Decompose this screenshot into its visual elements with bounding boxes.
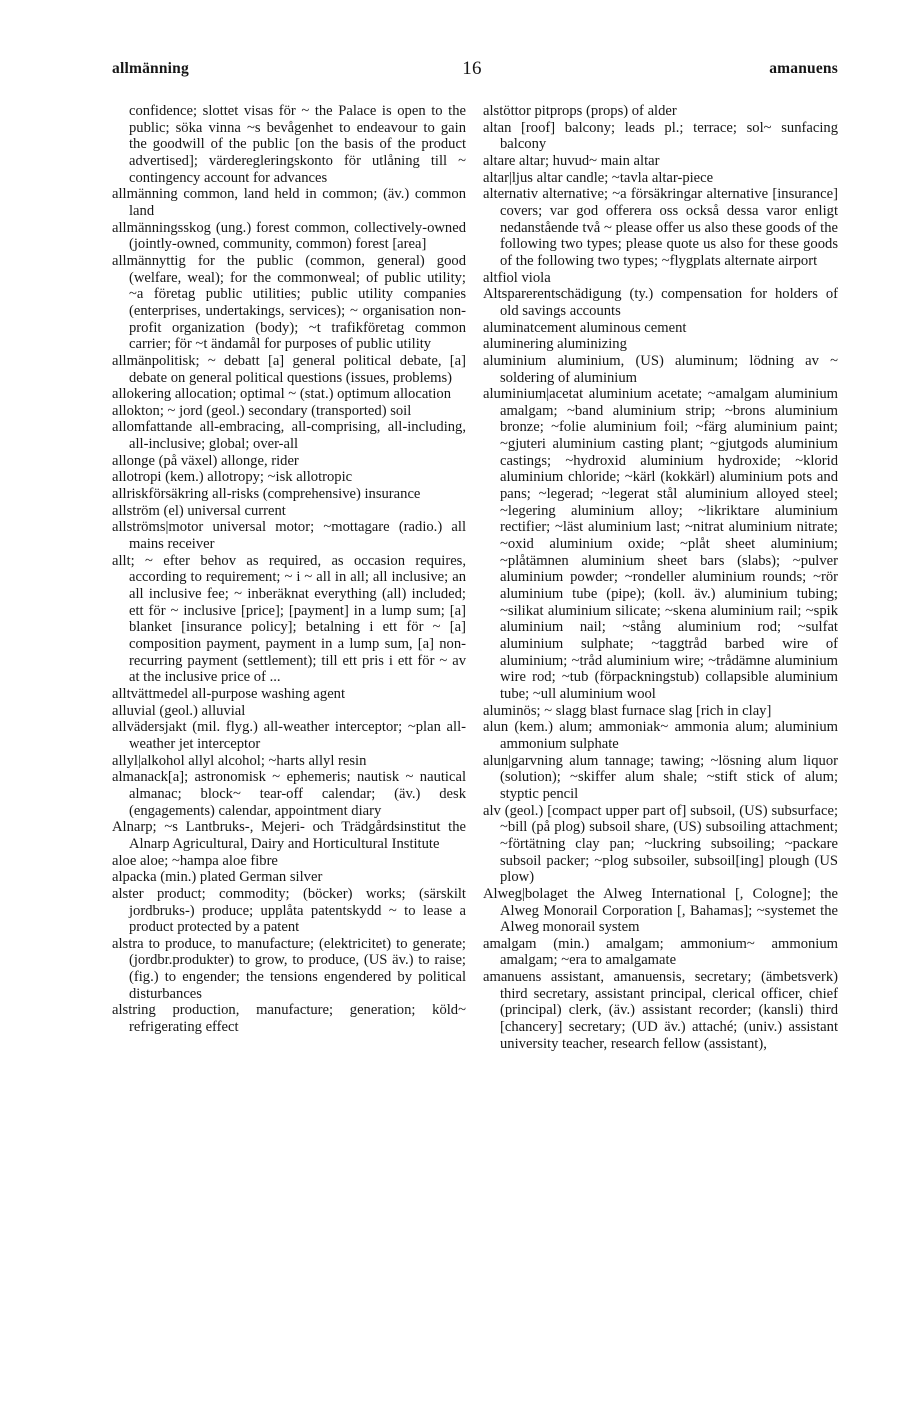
entry: amanuens assistant, amanuensis, secretary; (ämbetsverk) third secretary, assistant principal, clerical officer, chief (principal) clerk, (äv.) assistant recorder; (kansli) third [chancery] secretary; (UD äv.) attaché; (univ.) assistant university teacher, research fellow (assistant),: [483, 969, 838, 1052]
header-right-guide-word: amanuens: [769, 60, 838, 77]
entry: allonge (på växel) allonge, rider: [112, 452, 299, 469]
entry: aluminös; ~ slagg blast furnace slag [rich in clay]: [483, 702, 772, 719]
entry: almanack[a]; astronomisk ~ ephemeris; nautisk ~ nautical almanac; block~ tear-off calendar; (äv.) desk (engagements) calendar, appointment diary: [112, 769, 466, 819]
entry: altan [roof] balcony; leads pl.; terrace; sol~ sunfacing balcony: [483, 119, 838, 153]
right-column: [483, 103, 838, 1052]
entry: allt; ~ efter behov as required, as occasion requires, according to requirement; ~ i ~ all in all; all inclusive; an all inclusive fee; ~ inberäknat everything (all) included; ett för ~ inclusive [price]; [payment] in a lump sum; [a] blanket [insurance policy]; betalning i ett för ~ [a] composition payment, payment in a lump sum, [a] non-recurring payment (settlement); till ett pris i ett för ~ av at the inclusive price of ...: [112, 552, 466, 686]
entry: Alnarp; ~s Lantbruks-, Mejeri- och Trädgårdsinstitut the Alnarp Agricultural, Dairy and Horticultural Institute: [112, 819, 466, 852]
entry: allriskförsäkring all-risks (comprehensive) insurance: [112, 486, 421, 503]
header-left-guide-word: allmänning: [112, 60, 189, 77]
entry: alun (kem.) alum; ammoniak~ ammonia alum; aluminium ammonium sulphate: [483, 719, 838, 752]
entry: alstra to produce, to manufacture; (elektricitet) to generate; (jordbr.produkter) to grow, to produce, (US äv.) to raise; (fig.) to engender; the tensions engendered by political disturbances: [112, 935, 466, 1002]
entry: altare altar; huvud~ main altar: [483, 152, 660, 169]
entry: alstring production, manufacture; generation; köld~ refrigerating effect: [112, 1002, 466, 1036]
entry: alternativ alternative; ~a försäkringar alternative [insurance] covers; var god offerera oss också dessa varor enligt nedanstående två ~ please offer us also these goods of the following two types; please quote us also for these goods of the following two types; ~flygplats alternate airport: [483, 186, 838, 269]
entry: aluminatcement aluminous cement: [483, 319, 687, 336]
entry: allokering allocation; optimal ~ (stat.) optimum allocation: [112, 386, 452, 403]
entry: aluminium aluminium, (US) aluminum; lödning av ~ soldering of aluminium: [483, 352, 838, 386]
entry: alpacka (min.) plated German silver: [112, 869, 323, 886]
entry: alluvial (geol.) alluvial: [112, 702, 246, 719]
entry: allokton; ~ jord (geol.) secondary (transported) soil: [112, 402, 412, 419]
entry: allmänpolitisk; ~ debatt [a] general political debate, [a] debate on general political questions (issues, problems): [112, 352, 466, 386]
page-number: 16: [462, 58, 482, 79]
entry: allvädersjakt (mil. flyg.) all-weather interceptor; ~plan all-weather jet interceptor: [112, 719, 466, 752]
entry: allström (el) universal current: [112, 502, 286, 519]
entry: Alweg|bolaget the Alweg International [, Cologne]; the Alweg Monorail Corporation [, Bahamas]; ~systemet the Alweg monorail system: [483, 885, 838, 936]
entry: altfiol viola: [483, 269, 551, 286]
entry: aluminium|acetat aluminium acetate; ~amalgam aluminium amalgam; ~band aluminium strip; ~brons aluminium bronze; ~folie aluminium foil; ~färg aluminium paint; ~gjuteri aluminium casting plant; ~gjutgods aluminium castings; ~hydroxid aluminium hydroxide; ~klorid aluminium chloride; ~kärl (kokkärl) aluminium pots and pans; ~legerad; ~legerat stål aluminium alloyed steel; ~legering aluminium alloy; ~likriktare aluminium rectifier; ~läst aluminium last; ~nitrat aluminium nitrate; ~oxid aluminium oxide; ~plåt sheet aluminium; ~plåtämnen aluminium sheet bars (slabs); ~pulver aluminium powder; ~rondeller aluminium rounds; ~rör aluminium tube (pipe); (koll. äv.) aluminium tubing; ~silikat aluminium silicate; ~skena aluminium rail; ~spik aluminium nail; ~stång aluminium rod; ~sulfat aluminium sulphate; ~taggtråd barbed wire of aluminium; ~tråd aluminium wire; ~trådämne aluminium wire rod; ~tub (förpackningstub) collapsible aluminium tube; ~ull aluminium wool: [483, 386, 838, 702]
entry: allyl|alkohol allyl alcohol; ~harts allyl resin: [112, 752, 367, 769]
left-column: [112, 103, 466, 1036]
entry: altar|ljus altar candle; ~tavla altar-piece: [483, 169, 714, 186]
entry: aluminering aluminizing: [483, 336, 627, 353]
entry: allotropi (kem.) allotropy; ~isk allotropic: [112, 469, 353, 486]
entry: alv (geol.) [compact upper part of] subsoil, (US) subsurface; ~bill (på plog) subsoil share, (US) subsoiling attachment; ~förtätning clay pan; ~luckring subsoiling; ~packare subsoil packer; ~plog subsoiler, subsoil[ing] plough (US plow): [483, 802, 838, 886]
entry-continuation: confidence; slottet visas för ~ the Palace is open to the public; söka vinna ~s bevågenhet to endeavour to gain the goodwill of the public [on the basis of the product advertised]; värderegleringskonto för utlåning till ~ contingency account for advances: [129, 103, 466, 186]
entry: alstöttor pitprops (props) of alder: [483, 103, 677, 119]
entry: alster product; commodity; (böcker) works; (särskilt jordbruks-) produce; upplåta patentskydd ~ to lease a product protected by a patent: [112, 885, 466, 936]
entry: aloe aloe; ~hampa aloe fibre: [112, 852, 278, 869]
entry: allströms|motor universal motor; ~mottagare (radio.) all mains receiver: [112, 519, 466, 553]
entry: amalgam (min.) amalgam; ammonium~ ammonium amalgam; ~era to amalgamate: [483, 935, 838, 969]
entry: Altsparerentschädigung (ty.) compensation for holders of old savings accounts: [483, 286, 838, 319]
entry: allmännyttig for the public (common, general) good (welfare, weal); for the commonweal; of public utility; ~a företag public utilities; public utility companies (enterprises, undertakings, services); ~ organisation non-profit organization (body); ~t trafikföretag common carrier; för ~t ändamål for purposes of public utility: [112, 252, 466, 353]
entry: alun|garvning alum tannage; tawing; ~lösning alum liquor (solution); ~skiffer alum shale; ~stift stick of alum; styptic pencil: [483, 752, 838, 802]
entry: allmänningsskog (ung.) forest common, collectively-owned (jointly-owned, community, common) forest [area]: [112, 219, 466, 253]
entry: allomfattande all-embracing, all-comprising, all-including, all-inclusive; global; over-all: [112, 419, 466, 453]
entry: allmänning common, land held in common; (äv.) common land: [112, 186, 466, 219]
entry: alltvättmedel all-purpose washing agent: [112, 685, 346, 702]
